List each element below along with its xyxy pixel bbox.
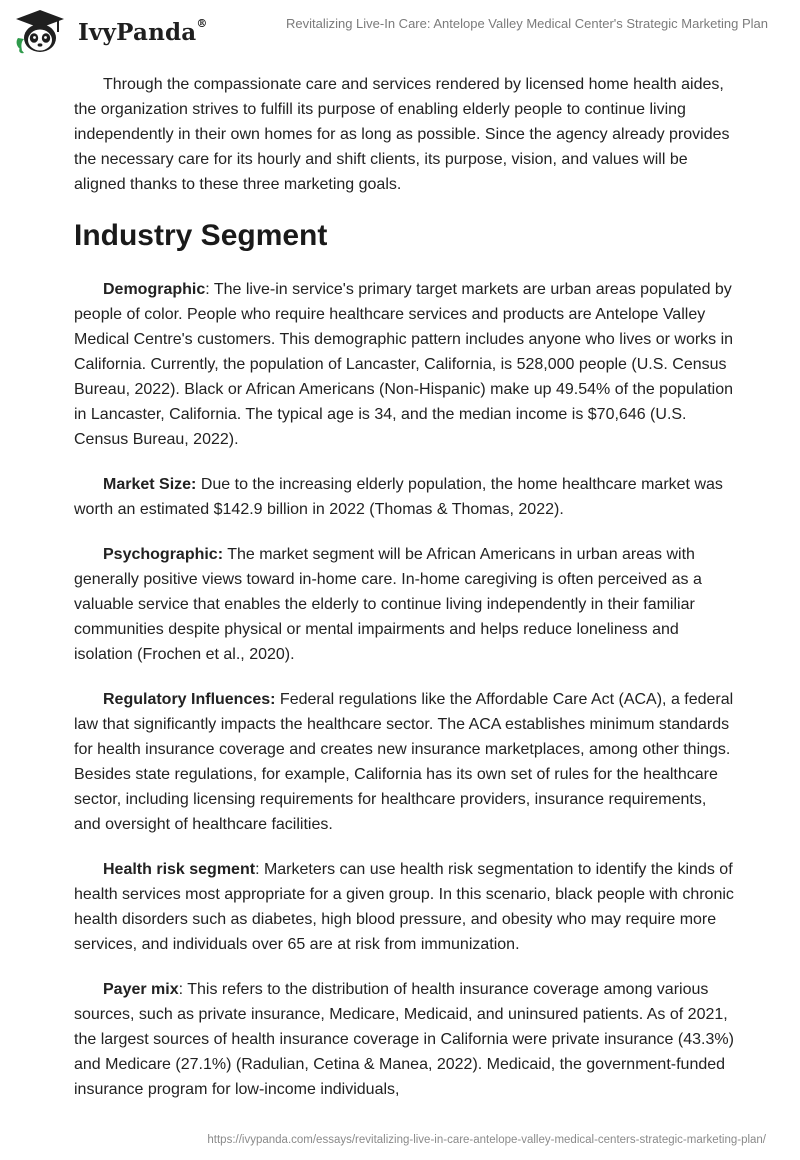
essay-content (74, 72, 734, 1122)
paragraph-health-risk-segment: Health risk segment: Marketers can use health risk segmentation to identify the kinds of health services most appropriate for a given group. In this scenario, black people with chronic health disorders such as diabetes, high blood pressure, and obesity who may require more services, and individuals over 65 are at risk from immunization. (74, 861, 734, 953)
panda-graduate-icon (14, 8, 66, 54)
header-title: Revitalizing Live-In Care: Antelope Valley Medical Center's Strategic Marketing Plan (285, 16, 768, 31)
paragraph-psychographic: Psychographic: The market segment will be African Americans in urban areas with generally positive views toward in-home care. In-home caregiving is often perceived as a valuable service that enables the elderly to continue living independently in their familiar communities despite physical or mental impairments and helps reduce loneliness and isolation (Frochen et al., 2020). (74, 546, 702, 663)
footer-url[interactable]: https://ivypanda.com/essays/revitalizing-live-in-care-antelope-valley-medical-centers-strategic-marketing-plan/ (207, 1134, 766, 1146)
ivypanda-logo[interactable] (14, 8, 224, 58)
paragraph-market-size: Market Size: Due to the increasing elderly population, the home healthcare market was worth an estimated $142.9 billion in 2022 (Thomas & Thomas, 2022). (74, 476, 723, 518)
paragraph-demographic: Demographic: The live-in service's primary target markets are urban areas populated by people of color. People who require healthcare services and products are Antelope Valley Medical Centre's customers. This demographic pattern includes anyone who lives or works in California. Currently, the population of Lancaster, California, is 528,000 people (U.S. Census Bureau, 2022). Black or African Americans (Non-Hispanic) make up 49.54% of the population in Lancaster, California. The typical age is 34, and the median income is $70,646 (U.S. Census Bureau, 2022). (74, 281, 734, 448)
intro-paragraph: Through the compassionate care and services rendered by licensed home health aides, the organization strives to fulfill its purpose of enabling elderly people to continue living independently in their own homes for as long as possible. Since the agency already provides the necessary care for its hourly and shift clients, its purpose, vision, and values will be aligned thanks to these three marketing goals. (74, 76, 730, 193)
paragraph-regulatory-influences: Regulatory Influences: Federal regulations like the Affordable Care Act (ACA), a federal law that significantly impacts the healthcare sector. The ACA establishes minimum standards for health insurance coverage and creates new insurance marketplaces, among other things. Besides state regulations, for example, California has its own set of rules for the healthcare sector, including licensing requirements for healthcare providers, insurance requirements, and oversight of healthcare facilities. (74, 691, 734, 833)
section-heading: Industry Segment (74, 219, 328, 252)
brand-name: IvyPanda® (78, 17, 208, 46)
paragraph-payer-mix: Payer mix: This refers to the distribution of health insurance coverage among various sources, such as private insurance, Medicare, Medicaid, and uninsured patients. As of 2021, the largest sources of health insurance coverage in California were private insurance (43.3%) and Medicare (27.1%) (Radulian, Cetina & Manea, 2022). Medicaid, the government-funded insurance program for low-income individuals, (74, 981, 734, 1098)
page-header (0, 0, 800, 62)
